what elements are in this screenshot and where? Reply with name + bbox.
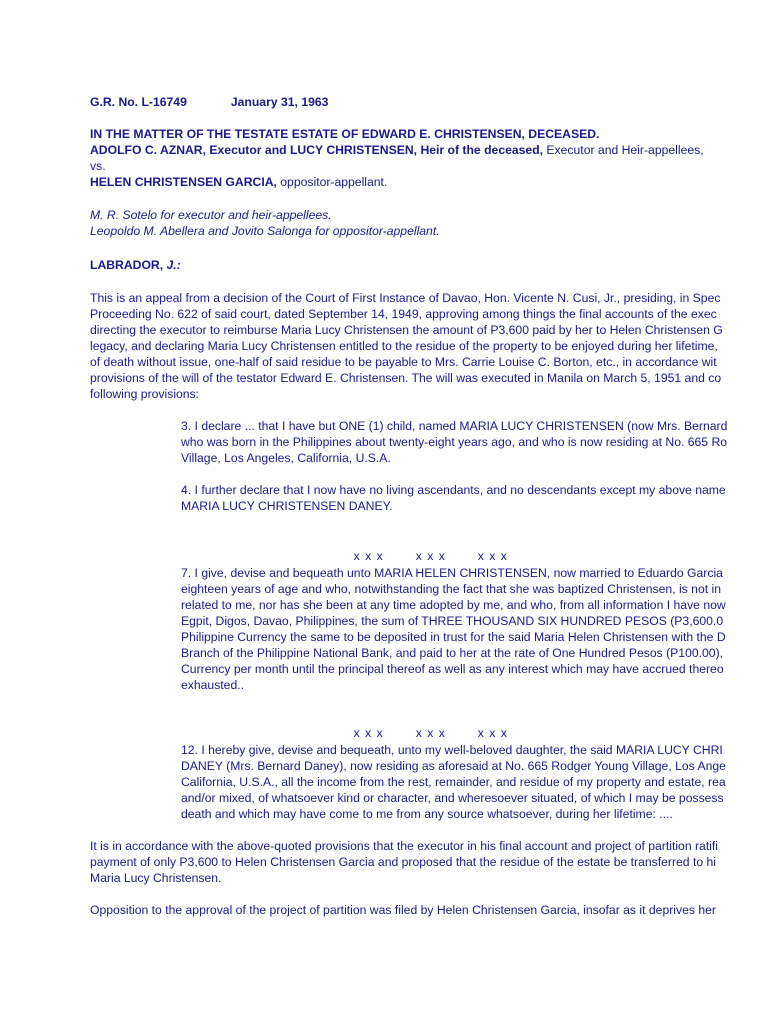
- text-line: DANEY (Mrs. Bernard Daney), now residing as aforesaid at No. 665 Rodger Young Village, Los Ange: [181, 759, 726, 773]
- text-line: Branch of the Philippine National Bank, and paid to her at the rate of One Hundred Pesos (P100.00),: [181, 646, 724, 660]
- case-header: [90, 94, 328, 110]
- ponente-title: J.:: [166, 258, 181, 272]
- ponente-name: LABRADOR,: [90, 258, 167, 272]
- text-line: Proceeding No. 622 of said court, dated September 14, 1949, approving among things the final accounts of the exec: [90, 307, 717, 321]
- text-line: This is an appeal from a decision of the Court of First Instance of Davao, Hon. Vicente N. Cusi, Jr., presiding, in Spec: [90, 291, 721, 305]
- text-line: directing the executor to reimburse Maria Lucy Christensen the amount of P3,600 paid by her to Helen Christensen G: [90, 323, 723, 337]
- case-caption: [90, 126, 704, 190]
- caption-matter: IN THE MATTER OF THE TESTATE ESTATE OF EDWARD E. CHRISTENSEN, DECEASED.: [90, 127, 600, 141]
- gr-number: G.R. No. L-16749: [90, 95, 187, 109]
- caption-party1: [90, 142, 704, 158]
- text-line: Philippine Currency the same to be deposited in trust for the said Maria Helen Christensen with the D: [181, 630, 726, 644]
- provision-4: [181, 482, 726, 514]
- provision-12: [181, 742, 726, 822]
- party2-name: HELEN CHRISTENSEN GARCIA,: [90, 175, 277, 189]
- party1-names: ADOLFO C. AZNAR, Executor and LUCY CHRISTENSEN, Heir of the deceased,: [90, 143, 544, 157]
- separator-mark: x x x: [353, 726, 384, 740]
- text-line: related to me, nor has she been at any time adopted by me, and who, from all information I have now: [181, 598, 726, 612]
- ponente: [90, 257, 181, 273]
- party2-role: oppositor-appellant.: [276, 175, 388, 189]
- text-line: exhausted..: [181, 678, 245, 692]
- text-line: Opposition to the approval of the project of partition was filed by Helen Christensen Garcia, insofar as it deprives her: [90, 903, 716, 917]
- caption-party2: [90, 174, 704, 190]
- counsel-block: [90, 207, 440, 239]
- decision-date: January 31, 1963: [230, 95, 329, 109]
- text-line: payment of only P3,600 to Helen Christensen Garcia and proposed that the residue of the estate be transferred to hi: [90, 855, 717, 869]
- separator-mark: x x x: [415, 726, 446, 740]
- text-line: death and which may have come to me from any source whatsoever, during her lifetime: ....: [181, 807, 673, 821]
- separator-mark: x x x: [353, 549, 384, 563]
- text-line: of death without issue, one-half of said residue to be payable to Mrs. Carrie Louise C. Borton, etc., in accordance wit: [90, 355, 717, 369]
- text-line: legacy, and declaring Maria Lucy Christensen entitled to the residue of the property to be enjoyed during her lifetime,: [90, 339, 718, 353]
- text-line: 4. I further declare that I now have no living ascendants, and no descendants except my above name: [181, 483, 726, 497]
- text-line: eighteen years of age and who, notwithstanding the fact that she was baptized Christensen, is not in: [181, 582, 721, 596]
- paragraph-partition: [90, 838, 718, 886]
- text-line: Egpit, Digos, Davao, Philippines, the sum of THREE THOUSAND SIX HUNDRED PESOS (P3,600.0: [181, 614, 724, 628]
- text-line: California, U.S.A., all the income from the rest, remainder, and residue of my property and estate, rea: [181, 775, 726, 789]
- text-line: 3. I declare ... that I have but ONE (1) child, named MARIA LUCY CHRISTENSEN (now Mrs. Bernard: [181, 419, 728, 433]
- text-line: 7. I give, devise and bequeath unto MARIA HELEN CHRISTENSEN, now married to Eduardo Garcia: [181, 566, 723, 580]
- text-line: Currency per month until the principal thereof as well as any interest which may have accrued thereo: [181, 662, 724, 676]
- text-line: following provisions:: [90, 387, 200, 401]
- text-line: who was born in the Philippines about twenty-eight years ago, and who is now residing at No. 665 Ro: [181, 435, 728, 449]
- separator-mark: x x x: [477, 549, 508, 563]
- counsel-appellant: Leopoldo M. Abellera and Jovito Salonga for oppositor-appellant.: [90, 224, 440, 238]
- counsel-appellees: M. R. Sotelo for executor and heir-appellees.: [90, 208, 332, 222]
- text-line: 12. I hereby give, devise and bequeath, unto my well-beloved daughter, the said MARIA LUCY CHRI: [181, 743, 723, 757]
- paragraph-intro: [90, 290, 723, 402]
- separator-mark: x x x: [477, 726, 508, 740]
- text-line: It is in accordance with the above-quoted provisions that the executor in his final account and project of partition ratifi: [90, 839, 719, 853]
- paragraph-opposition: [90, 902, 716, 918]
- provision-7: [181, 565, 726, 693]
- caption-versus: vs.: [90, 159, 106, 173]
- text-line: MARIA LUCY CHRISTENSEN DANEY.: [181, 499, 393, 513]
- text-line: Maria Lucy Christensen.: [90, 871, 222, 885]
- separator-mark: x x x: [415, 549, 446, 563]
- text-line: Village, Los Angeles, California, U.S.A.: [181, 451, 391, 465]
- text-line: and/or mixed, of whatsoever kind or character, and wheresoever situated, of which I may be possess: [181, 791, 724, 805]
- text-line: provisions of the will of the testator Edward E. Christensen. The will was executed in Manila on March 5, 1951 and co: [90, 371, 722, 385]
- provision-3: [181, 418, 727, 466]
- party1-role: Executor and Heir-appellees,: [543, 143, 704, 157]
